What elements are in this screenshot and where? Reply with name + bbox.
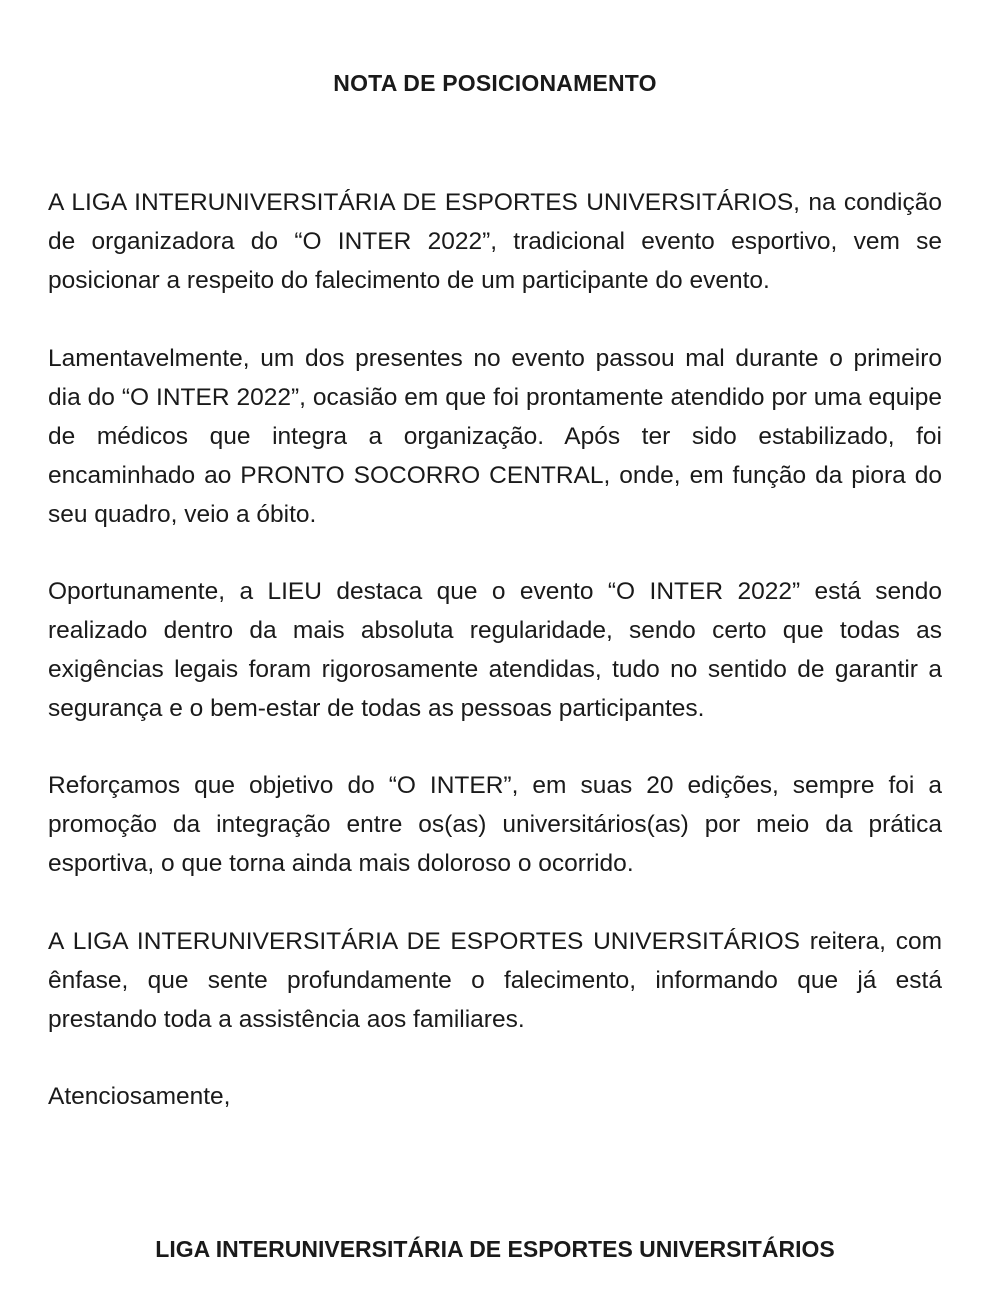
paragraph-regularity: Oportunamente, a LIEU destaca que o evento “O INTER 2022” está sendo realizado dentro da mais absoluta regularidade, sendo certo que todas as exigências legais foram rigorosamente atendidas, tudo no sentido de garantir a segurança e o bem-estar de todas as pessoas participantes. (48, 578, 942, 722)
document-title: NOTA DE POSICIONAMENTO (333, 70, 657, 96)
signature: LIGA INTERUNIVERSITÁRIA DE ESPORTES UNIVERSITÁRIOS (155, 1236, 835, 1262)
paragraph-introduction: A LIGA INTERUNIVERSITÁRIA DE ESPORTES UNIVERSITÁRIOS, na condição de organizadora do “O INTER 2022”, tradicional evento esportivo, vem se posicionar a respeito do falecimento de um participante do evento. (48, 189, 942, 294)
closing-salutation: Atenciosamente, (48, 1083, 231, 1110)
paragraph-condolences: A LIGA INTERUNIVERSITÁRIA DE ESPORTES UNIVERSITÁRIOS reitera, com ênfase, que sente profundamente o falecimento, informando que já está prestando toda a assistência aos familiares. (48, 928, 942, 1033)
paragraph-objective: Reforçamos que objetivo do “O INTER”, em suas 20 edições, sempre foi a promoção da integração entre os(as) universitários(as) por meio da prática esportiva, o que torna ainda mais doloroso o ocorrido. (48, 772, 942, 877)
paragraph-incident: Lamentavelmente, um dos presentes no evento passou mal durante o primeiro dia do “O INTER 2022”, ocasião em que foi prontamente atendido por uma equipe de médicos que integra a organização. Após ter sido estabilizado, foi encaminhado ao PRONTO SOCORRO CENTRAL, onde, em função da piora do seu quadro, veio a óbito. (48, 345, 942, 528)
